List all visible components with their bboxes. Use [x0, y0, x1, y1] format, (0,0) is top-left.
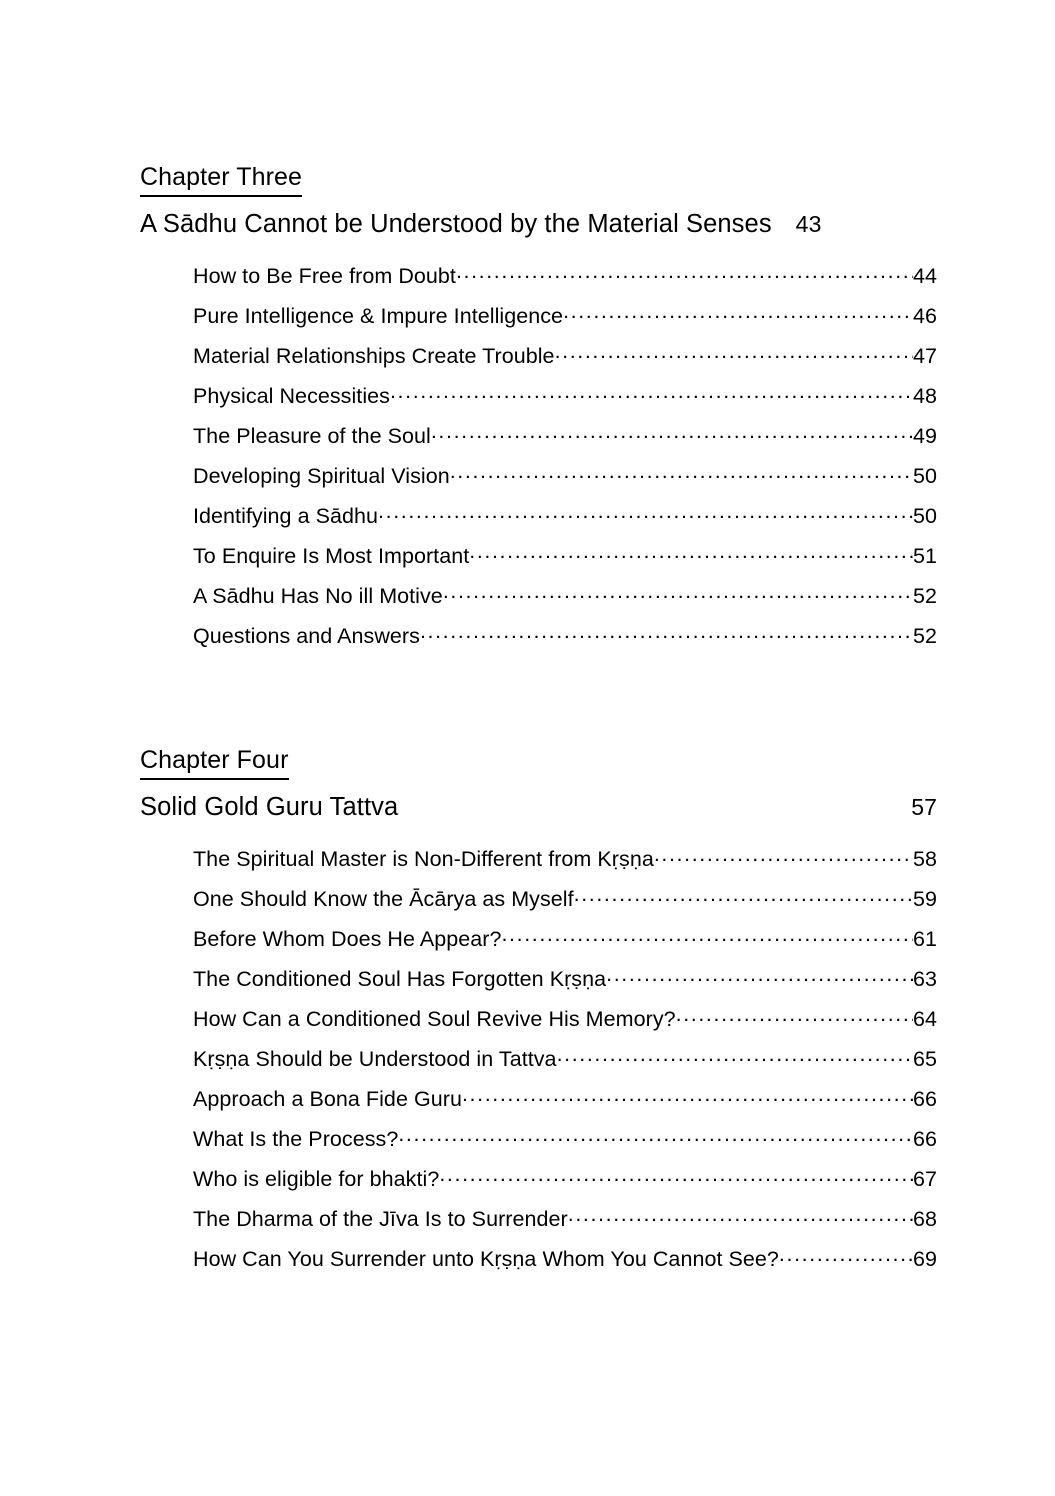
- entry-title: A Sādhu Has No ill Motive: [193, 583, 443, 608]
- entry-title: What Is the Process?: [193, 1126, 399, 1151]
- leader-dots: [563, 301, 913, 323]
- toc-entry[interactable]: [193, 461, 937, 501]
- leader-dots: [501, 924, 913, 946]
- toc-entry[interactable]: [193, 421, 937, 461]
- chapter-label: Chapter Three: [140, 160, 302, 197]
- entry-page-number: 63: [912, 966, 937, 991]
- chapter-title: A Sādhu Cannot be Understood by the Material Senses: [140, 210, 772, 238]
- chapter-section: [140, 743, 937, 1284]
- entry-page-number: 65: [912, 1046, 937, 1071]
- leader-dots: [456, 261, 913, 283]
- toc-entry[interactable]: [193, 581, 937, 621]
- toc-entry[interactable]: [193, 341, 937, 381]
- entry-title: The Pleasure of the Soul: [193, 423, 431, 448]
- entry-page-number: 68: [912, 1206, 937, 1231]
- entry-title: One Should Know the Ācārya as Myself: [193, 886, 574, 911]
- entry-page-number: 58: [912, 846, 937, 871]
- entry-page-number: 50: [912, 503, 937, 528]
- toc-entry[interactable]: [193, 1004, 937, 1044]
- entry-list: [140, 261, 937, 661]
- entry-title: Material Relationships Create Trouble: [193, 343, 555, 368]
- leader-dots: [779, 1244, 913, 1266]
- entry-title: How to Be Free from Doubt: [193, 263, 456, 288]
- toc-content: [140, 160, 937, 1284]
- leader-dots: [555, 341, 913, 363]
- leader-dots: [439, 1164, 913, 1186]
- entry-page-number: 52: [912, 623, 937, 648]
- entry-page-number: 47: [912, 343, 937, 368]
- toc-entry[interactable]: [193, 1164, 937, 1204]
- toc-entry[interactable]: [193, 1244, 937, 1284]
- toc-entry[interactable]: [193, 541, 937, 581]
- chapter-page-number: 57: [911, 794, 937, 820]
- toc-entry[interactable]: [193, 261, 937, 301]
- entry-list: [140, 844, 937, 1284]
- leader-dots: [654, 844, 913, 866]
- chapter-section: [140, 160, 937, 661]
- entry-page-number: 66: [912, 1126, 937, 1151]
- leader-dots: [378, 501, 913, 523]
- entry-title: The Conditioned Soul Has Forgotten Kṛṣṇa: [193, 966, 607, 991]
- leader-dots: [676, 1004, 913, 1026]
- entry-page-number: 61: [912, 926, 937, 951]
- leader-dots: [574, 884, 913, 906]
- entry-page-number: 46: [912, 303, 937, 328]
- toc-entry[interactable]: [193, 621, 937, 661]
- leader-dots: [450, 461, 913, 483]
- entry-title: Identifying a Sādhu: [193, 503, 379, 528]
- entry-title: Kṛṣṇa Should be Understood in Tattva: [193, 1046, 557, 1071]
- entry-page-number: 52: [912, 583, 937, 608]
- entry-title: Pure Intelligence & Impure Intelligence: [193, 303, 564, 328]
- leader-dots: [398, 1124, 913, 1146]
- leader-dots: [420, 621, 913, 643]
- leader-dots: [606, 964, 913, 986]
- entry-title: Questions and Answers: [193, 623, 420, 648]
- chapter-title: Solid Gold Guru Tattva: [140, 793, 399, 821]
- toc-entry[interactable]: [193, 924, 937, 964]
- entry-page-number: 50: [912, 463, 937, 488]
- entry-page-number: 48: [912, 383, 937, 408]
- entry-page-number: 64: [912, 1006, 937, 1031]
- toc-entry[interactable]: [193, 381, 937, 421]
- toc-entry[interactable]: [193, 884, 937, 924]
- entry-page-number: 44: [912, 263, 937, 288]
- entry-title: The Spiritual Master is Non-Different from Kṛṣṇa: [193, 846, 654, 871]
- entry-page-number: 51: [912, 543, 937, 568]
- chapter-title-row[interactable]: [140, 789, 937, 825]
- toc-entry[interactable]: [193, 1084, 937, 1124]
- entry-title: How Can a Conditioned Soul Revive His Memory?: [193, 1006, 676, 1031]
- toc-entry[interactable]: [193, 964, 937, 1004]
- entry-title: Approach a Bona Fide Guru: [193, 1086, 462, 1111]
- entry-title: Who is eligible for bhakti?: [193, 1166, 440, 1191]
- chapter-label: Chapter Four: [140, 743, 289, 780]
- leader-dots: [557, 1044, 913, 1066]
- entry-page-number: 59: [912, 886, 937, 911]
- entry-title: How Can You Surrender unto Kṛṣṇa Whom You Cannot See?: [193, 1246, 779, 1271]
- toc-entry[interactable]: [193, 1124, 937, 1164]
- entry-title: Physical Necessities: [193, 383, 390, 408]
- leader-dots: [469, 541, 913, 563]
- entry-title: The Dharma of the Jīva Is to Surrender: [193, 1206, 568, 1231]
- leader-dots: [462, 1084, 913, 1106]
- chapter-title-row[interactable]: [140, 206, 937, 242]
- entry-title: To Enquire Is Most Important: [193, 543, 470, 568]
- toc-entry[interactable]: [193, 1044, 937, 1084]
- entry-title: Developing Spiritual Vision: [193, 463, 450, 488]
- section-gap: [140, 661, 937, 743]
- toc-entry[interactable]: [193, 1204, 937, 1244]
- toc-entry[interactable]: [193, 501, 937, 541]
- leader-dots: [390, 381, 913, 403]
- entry-page-number: 69: [912, 1246, 937, 1271]
- toc-entry[interactable]: [193, 844, 937, 884]
- entry-title: Before Whom Does He Appear?: [193, 926, 502, 951]
- leader-dots: [568, 1204, 913, 1226]
- leader-dots: [431, 421, 913, 443]
- entry-page-number: 49: [912, 423, 937, 448]
- chapter-page-number: 43: [795, 211, 822, 237]
- leader-dots: [443, 581, 913, 603]
- entry-page-number: 66: [912, 1086, 937, 1111]
- toc-entry[interactable]: [193, 301, 937, 341]
- entry-page-number: 67: [912, 1166, 937, 1191]
